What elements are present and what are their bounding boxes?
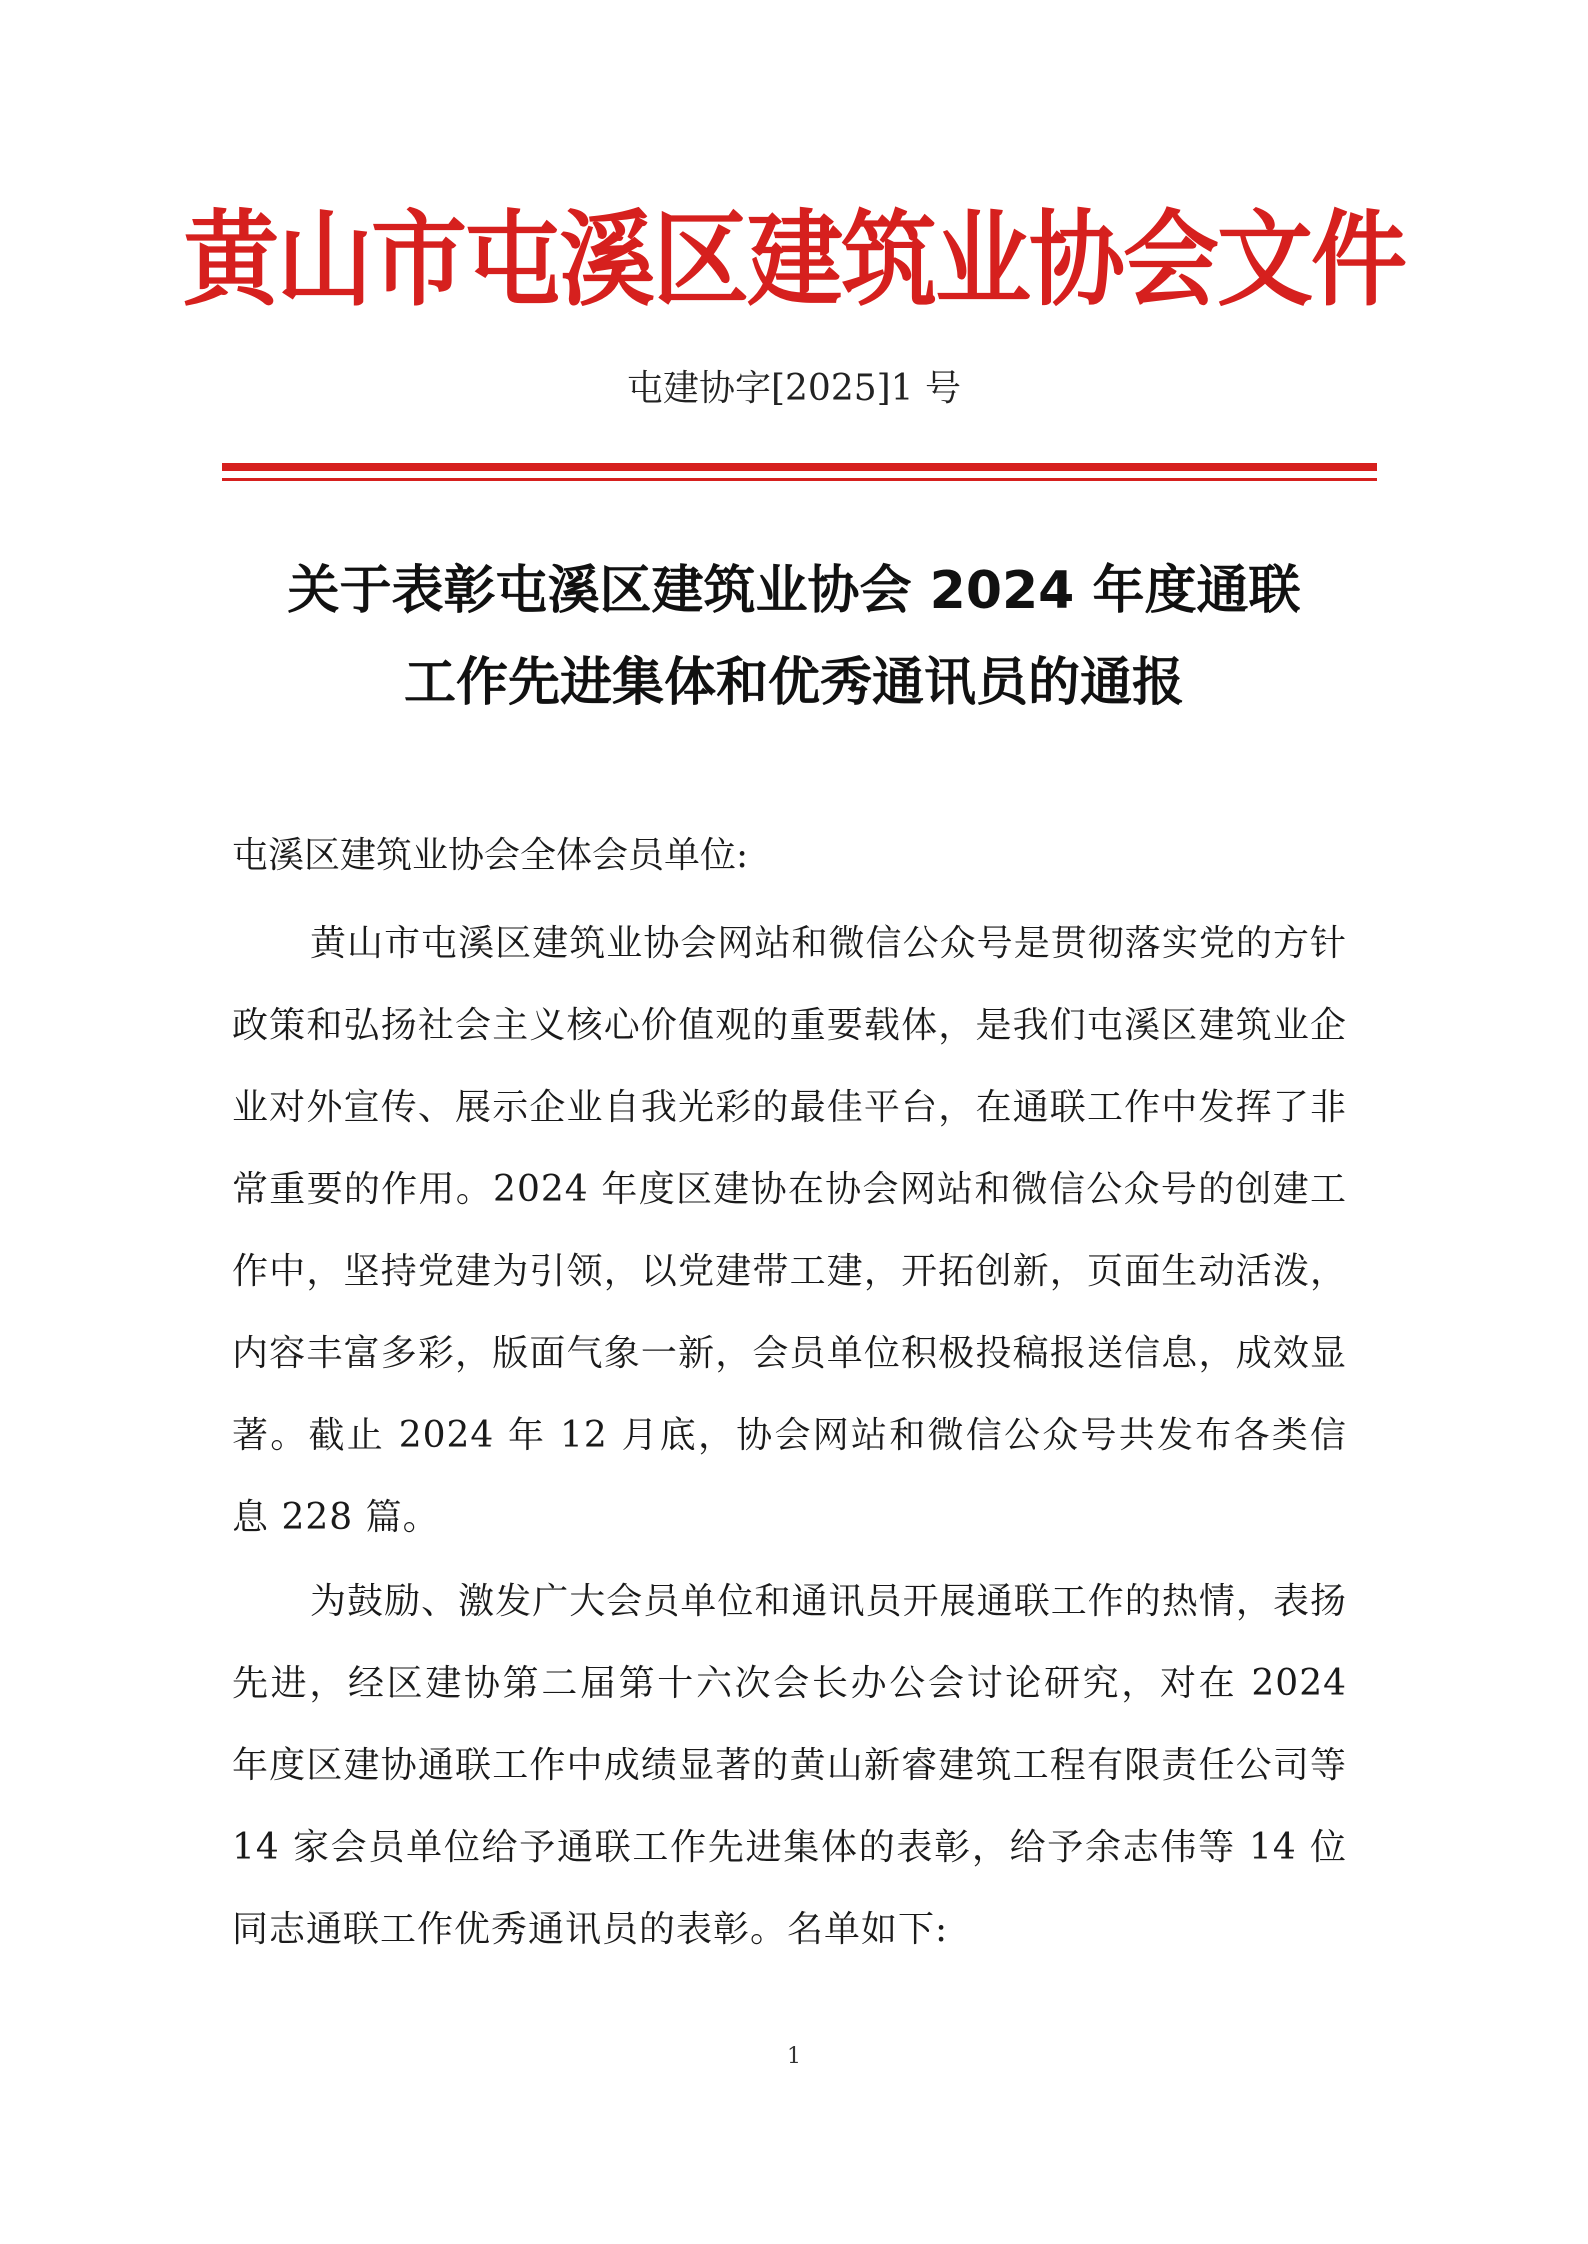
notice-title-line-1: 关于表彰屯溪区建筑业协会 2024 年度通联 (287, 561, 1301, 621)
body-paragraph-1: 黄山市屯溪区建筑业协会网站和微信公众号是贯彻落实党的方针政策和弘扬社会主义核心价值观的重要载体，是我们屯溪区建筑业企业对外宣传、展示企业自我光彩的最佳平台，在通联工作中发挥了非常重要的作用。2024 年度区建协在协会网站和微信公众号的创建工作中，坚持党建为引领，以党建带工建，开拓创新，页面生动活泼，内容丰富多彩，版面气象一新，会员单位积极投稿报送信息，成效显著。截止 2024 年 12 月底，协会网站和微信公众号共发布各类信息 228 篇。 (232, 923, 1347, 1538)
notice-title (200, 545, 1388, 729)
red-divider-thin (222, 478, 1377, 481)
page-number: 1 (787, 2044, 801, 2069)
red-divider-thick (222, 463, 1377, 471)
document-number: 屯建协字[2025]1 号 (626, 368, 962, 409)
salutation: 屯溪区建筑业协会全体会员单位: (232, 835, 749, 876)
organization-header-title: 黄山市屯溪区建筑业协会文件 (183, 199, 1405, 321)
body-paragraph-2: 为鼓励、激发广大会员单位和通讯员开展通联工作的热情，表扬先进，经区建协第二届第十六次会长办公会讨论研究，对在 2024 年度区建协通联工作中成绩显著的黄山新睿建筑工程有限责任公司等 14 家会员单位给予通联工作先进集体的表彰，给予余志伟等 14 位同志通联工作优秀通讯员的表彰。名单如下: (232, 1581, 1347, 1950)
notice-title-line-2: 工作先进集体和优秀通讯员的通报 (403, 653, 1184, 713)
